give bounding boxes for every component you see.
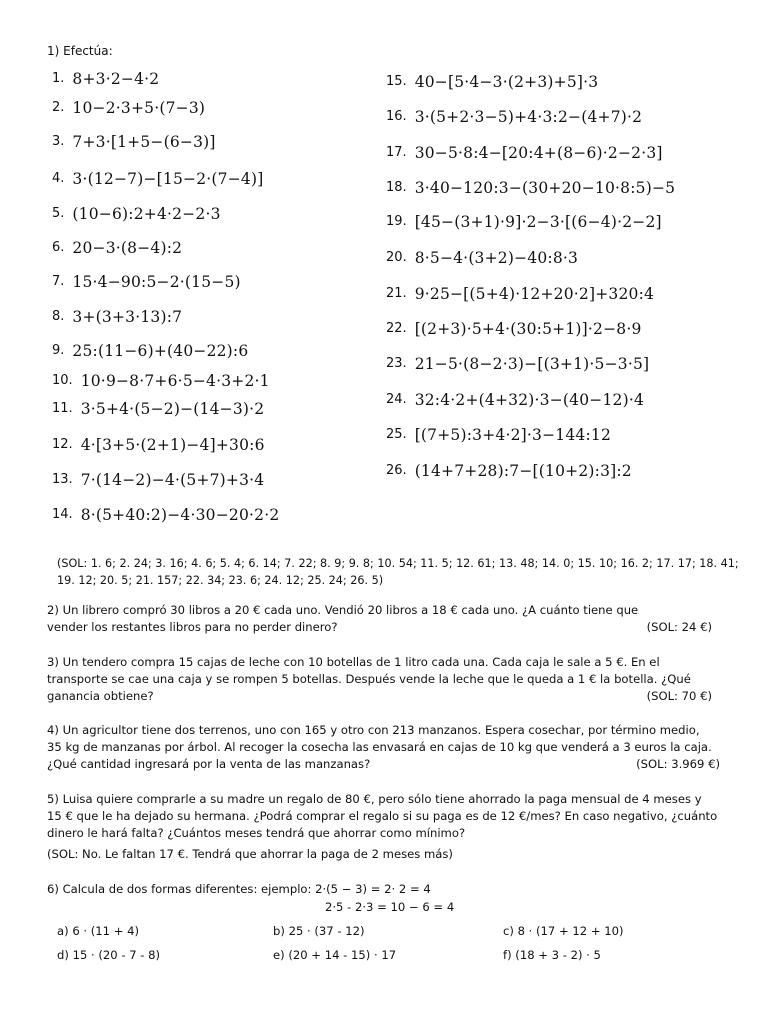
exercise-number: 10. xyxy=(52,373,73,388)
exercise-number: 16. xyxy=(386,109,407,124)
problem-6-item-f: f) (18 + 3 - 2) · 5 xyxy=(503,948,601,962)
problem-4-line-2: 35 kg de manzanas por árbol. Al recoger la cosecha las envasará en cajas de 10 kg que venderá a 3 euros la caja. xyxy=(47,740,712,754)
exercise-expression: 32:4·2+(4+32)·3−(40−12)·4 xyxy=(414,390,645,409)
exercise-item xyxy=(52,168,263,188)
exercise-item xyxy=(52,271,241,291)
exercise-expression: [(7+5):3+4·2]·3−144:12 xyxy=(414,425,612,444)
exercise-expression: 30−5·8:4−[20:4+(8−6)·2−2·3] xyxy=(414,143,663,162)
problem-6-line-1: 6) Calcula de dos formas diferentes: ejemplo: 2·(5 − 3) = 2· 2 = 4 xyxy=(47,882,431,896)
exercise-expression: 3·(5+2·3−5)+4·3:2−(4+7)·2 xyxy=(414,107,643,126)
exercise-expression: [45−(3+1)·9]·2−3·[(6−4)·2−2] xyxy=(414,212,662,231)
exercise-number: 17. xyxy=(386,145,407,160)
problem-4-line-1: 4) Un agricultor tiene dos terrenos, uno con 165 y otro con 213 manzanos. Espera cosechar, por término medio, xyxy=(47,723,700,737)
exercise-number: 18. xyxy=(386,180,407,195)
exercise-number: 22. xyxy=(386,321,407,336)
exercise-number: 21. xyxy=(386,286,407,301)
exercise-number: 19. xyxy=(386,214,407,229)
exercise-expression: 9·25−[(5+4)·12+20·2]+320:4 xyxy=(414,284,655,303)
exercise-expression: 40−[5·4−3·(2+3)+5]·3 xyxy=(414,72,599,91)
problem-6-item-a: a) 6 · (11 + 4) xyxy=(57,924,140,938)
problem-3-solution: (SOL: 70 €) xyxy=(646,689,712,703)
problem-5-line-2: 15 € que le ha dejado su hermana. ¿Podrá comprar el regalo si su paga es de 12 €/mes? En caso negativo, ¿cuánto xyxy=(47,809,718,823)
exercise-expression: 21−5·(8−2·3)−[(3+1)·5−3·5] xyxy=(414,354,650,373)
exercise-item xyxy=(386,353,649,373)
exercise-expression: 8·(5+40:2)−4·30−20·2·2 xyxy=(80,505,280,524)
exercise-number: 4. xyxy=(52,171,65,186)
exercise-number: 14. xyxy=(52,507,73,522)
exercise-item xyxy=(386,424,611,444)
exercise-number: 11. xyxy=(52,401,73,416)
exercise-number: 5. xyxy=(52,206,65,221)
problem-2-line-2-text: vender los restantes libros para no perder dinero? xyxy=(47,620,338,634)
exercise-number: 7. xyxy=(52,274,65,289)
exercise-number: 24. xyxy=(386,392,407,407)
problem-2-line-1: 2) Un librero compró 30 libros a 20 € cada uno. Vendió 20 libros a 18 € cada uno. ¿A cuánto tiene que xyxy=(47,603,639,617)
exercise-number: 3. xyxy=(52,134,65,149)
exercise-item xyxy=(386,389,644,409)
exercise-number: 23. xyxy=(386,356,407,371)
exercise-expression: (10−6):2+4·2−2·3 xyxy=(72,204,221,223)
exercise-expression: 7+3·[1+5−(6−3)] xyxy=(72,132,216,151)
exercise-item xyxy=(52,434,265,454)
exercise-expression: 8·5−4·(3+2)−40:8·3 xyxy=(414,248,579,267)
exercise-number: 1. xyxy=(52,71,65,86)
exercise-item xyxy=(52,398,264,418)
exercise-number: 25. xyxy=(386,427,407,442)
exercise-item xyxy=(52,370,270,390)
exercise-expression: 8+3·2−4·2 xyxy=(72,69,160,88)
exercise-number: 20. xyxy=(386,250,407,265)
problem-3-line-2: transporte se cae una caja y se rompen 5 botellas. Después vende la leche que le queda a 1 € la botella. ¿Qué xyxy=(47,672,691,686)
exercise-expression: 3+(3+3·13):7 xyxy=(72,307,183,326)
section-1-title: 1) Efectúa: xyxy=(47,44,113,58)
problem-3-line-3-text: ganancia obtiene? xyxy=(47,689,154,703)
exercise-expression: (14+7+28):7−[(10+2):3]:2 xyxy=(414,461,632,480)
exercise-expression: 3·5+4·(5−2)−(14−3)·2 xyxy=(80,399,265,418)
exercise-item xyxy=(386,318,642,338)
exercise-item xyxy=(52,131,216,151)
exercise-expression: 3·40−120:3−(30+20−10·8:5)−5 xyxy=(414,178,676,197)
problem-6-item-d: d) 15 · (20 - 7 - 8) xyxy=(57,948,161,962)
problem-6-item-e: e) (20 + 14 - 15) · 17 xyxy=(273,948,397,962)
problem-6-item-b: b) 25 · (37 - 12) xyxy=(273,924,365,938)
problem-4-solution: (SOL: 3.969 €) xyxy=(636,757,720,771)
exercise-expression: 3·(12−7)−[15−2·(7−4)] xyxy=(72,169,264,188)
exercise-expression: 20−3·(8−4):2 xyxy=(72,238,183,257)
exercise-expression: [(2+3)·5+4·(30:5+1)]·2−8·9 xyxy=(414,319,642,338)
problem-4 xyxy=(47,722,762,773)
exercise-item xyxy=(386,106,642,126)
problem-2-line-2 xyxy=(47,619,762,636)
exercise-item xyxy=(52,237,182,257)
exercise-number: 13. xyxy=(52,472,73,487)
problem-4-line-3-text: ¿Qué cantidad ingresará por la venta de las manzanas? xyxy=(47,757,371,771)
exercise-expression: 10−2·3+5·(7−3) xyxy=(72,98,206,117)
exercise-item xyxy=(52,97,205,117)
exercise-item xyxy=(52,504,279,524)
exercise-item xyxy=(386,177,675,197)
exercise-expression: 15·4−90:5−2·(15−5) xyxy=(72,272,241,291)
problem-6-line-2: 2·5 - 2·3 = 10 − 6 = 4 xyxy=(325,900,455,914)
problem-6-item-c: c) 8 · (17 + 12 + 10) xyxy=(503,924,624,938)
exercise-number: 6. xyxy=(52,240,65,255)
exercise-item xyxy=(386,460,632,480)
exercise-item xyxy=(386,283,654,303)
exercise-number: 2. xyxy=(52,100,65,115)
exercise-item xyxy=(52,203,221,223)
problem-2-solution: (SOL: 24 €) xyxy=(646,620,712,634)
problem-4-line-3 xyxy=(47,756,762,773)
problem-2 xyxy=(47,602,762,636)
exercise-number: 8. xyxy=(52,309,65,324)
exercise-item xyxy=(386,71,598,91)
exercise-number: 9. xyxy=(52,343,65,358)
exercise-item xyxy=(386,247,578,267)
exercise-item xyxy=(386,142,663,162)
problem-3 xyxy=(47,654,762,705)
exercise-item xyxy=(52,340,248,360)
problem-5-line-3: dinero le hará falta? ¿Cuántos meses tendrá que ahorrar como mínimo? xyxy=(47,826,466,840)
exercise-expression: 25:(11−6)+(40−22):6 xyxy=(72,341,249,360)
exercise-number: 12. xyxy=(52,437,73,452)
exercise-expression: 4·[3+5·(2+1)−4]+30:6 xyxy=(80,435,265,454)
exercise-number: 26. xyxy=(386,463,407,478)
exercise-expression: 7·(14−2)−4·(5+7)+3·4 xyxy=(80,470,265,489)
exercise-expression: 10·9−8·7+6·5−4·3+2·1 xyxy=(80,371,270,390)
exercise-item xyxy=(52,469,264,489)
problem-3-line-1: 3) Un tendero compra 15 cajas de leche con 10 botellas de 1 litro cada una. Cada caja le sale a 5 €. En el xyxy=(47,655,660,669)
problem-5 xyxy=(47,791,762,863)
problem-5-line-1: 5) Luisa quiere comprarle a su madre un regalo de 80 €, pero sólo tiene ahorrado la paga mensual de 4 meses y xyxy=(47,792,702,806)
exercise-number: 15. xyxy=(386,74,407,89)
exercise-item xyxy=(52,306,182,326)
section-1-solutions: (SOL: 1. 6; 2. 24; 3. 16; 4. 6; 5. 4; 6. 14; 7. 22; 8. 9; 9. 8; 10. 54; 11. 5; 12. 61; 13. 48; 14. 0; 15. 10; 16. 2; 17. 17; 18. 41; 19. 12; 20. 5; 21. 157; 22. 34; 23. 6; 24. 12; 25. 24; 26. 5) xyxy=(57,557,739,587)
problem-3-line-3 xyxy=(47,688,762,705)
exercise-item xyxy=(52,68,159,88)
exercise-item xyxy=(386,211,662,231)
problem-5-solution: (SOL: No. Le faltan 17 €. Tendrá que ahorrar la paga de 2 meses más) xyxy=(47,847,453,861)
